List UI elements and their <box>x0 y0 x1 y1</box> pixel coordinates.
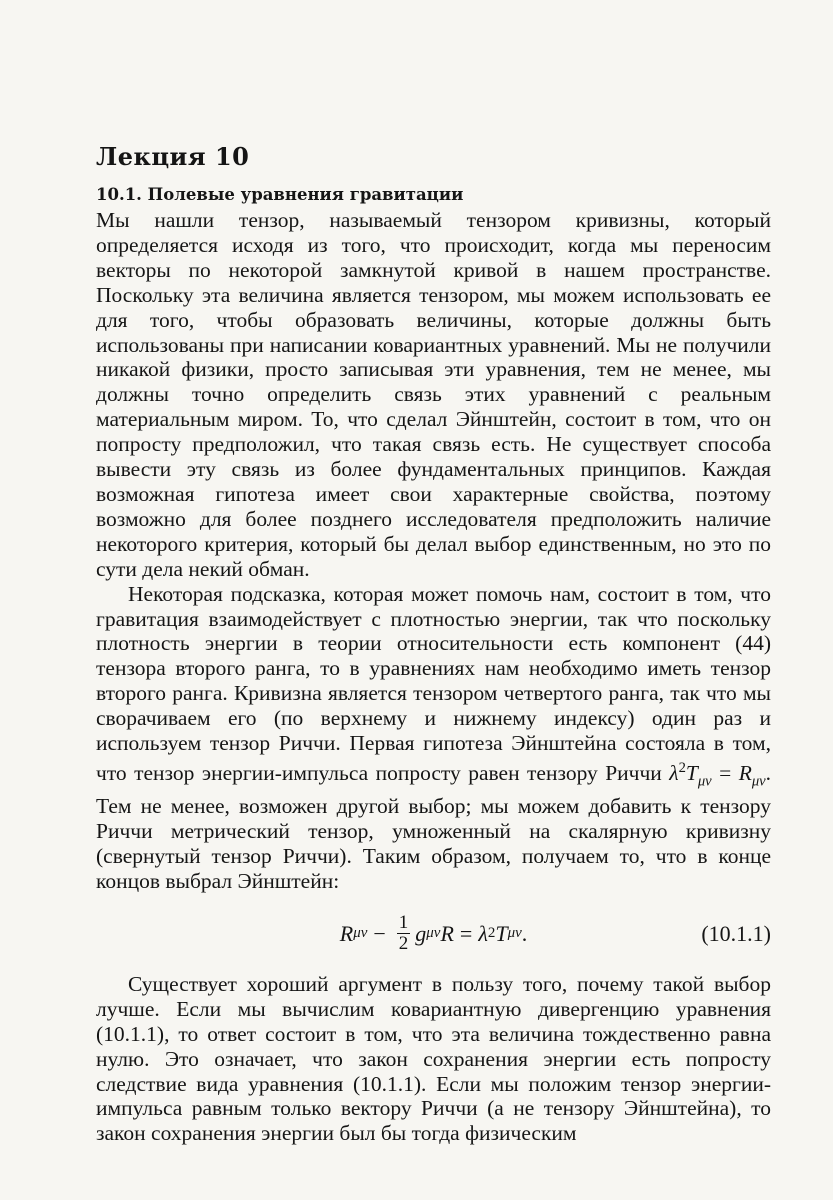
paragraph-1: Мы нашли тензор, называемый тензором кривизны, который определяется исходя из того, что происходит, когда мы переносим векторы по некоторой замкнутой кривой в нашем пространстве. Поскольку эта величина является тензором, мы можем использовать ее для того, чтобы образовать величины, которые должны быть использованы при написании ковариантных уравнений. Мы не получили никакой физики, просто записывая эти уравнения, тем не менее, мы должны точно определить связь этих уравнений с реальным материальным миром. То, что сделал Эйнштейн, состоит в том, что он попросту предположил, что такая связь есть. Не существует способа вывести эту связь из более фундаментальных принципов. Каждая возможная гипотеза имеет свои характерные свойства, поэтому возможно для более позднего исследователя предположить наличие некоторого критерия, который бы делал выбор единственным, но это по сути дела некий обман. <box>96 208 771 581</box>
paragraph-2 <box>96 582 771 894</box>
inline-formula: $\lambda^2T_{\mu\nu} = R_{\mu\nu}$ <box>669 759 766 790</box>
section-title: 10.1. Полевые уравнения гравитации <box>96 185 464 204</box>
paragraph-3: Существует хороший аргумент в пользу того, почему такой выбор лучше. Если мы вычислим ковариантную дивергенцию уравнения (10.1.1), то ответ состоит в том, что эта величина тождественно равна нулю. Это означает, что закон сохранения энергии есть попросту следствие вида уравнения (10.1.1). Если мы положим тензор энергии-импульса равным только вектору Риччи (а не тензору Эйнштейна), то закон сохранения энергии был бы тогда физическим <box>96 971 771 1146</box>
paragraph-2-text-before: Некоторая подсказка, которая может помочь нам, состоит в том, что гравитация взаимодействует с плотностью энергии, так что поскольку плотность энергии в теории относительности есть компонент (44) тензора второго ранга, то в уравнениях нам необходимо иметь тензор второго ранга. Кривизна является тензором четвертого ранга, так что мы сворачиваем его (по верхнему и нижнему индексу) один раз и используем тензор Риччи. Первая гипотеза Эйнштейна состояла в том, что тензор энергии-импульса попросту равен тензору Риччи <box>96 581 771 786</box>
lecture-title: Лекция 10 <box>96 142 250 171</box>
equation-formula: R μν − $\frac{1}{2}$ g μν R = λ 2 T μν . <box>339 912 528 955</box>
paragraph-2-text-after: . Тем не менее, возможен другой выбор; мы можем добавить к тензору Риччи метрический тензор, умноженный на скалярную кривизну (свернутый тензор Риччи). Таким образом, получаем то, что в конце концов выбрал Эйнштейн: <box>96 761 772 894</box>
fraction-one-half: $\frac{1}{2}$ <box>398 912 409 955</box>
page-content <box>96 142 771 1146</box>
equation-number: (10.1.1) <box>701 920 771 946</box>
field-equation <box>96 902 771 966</box>
